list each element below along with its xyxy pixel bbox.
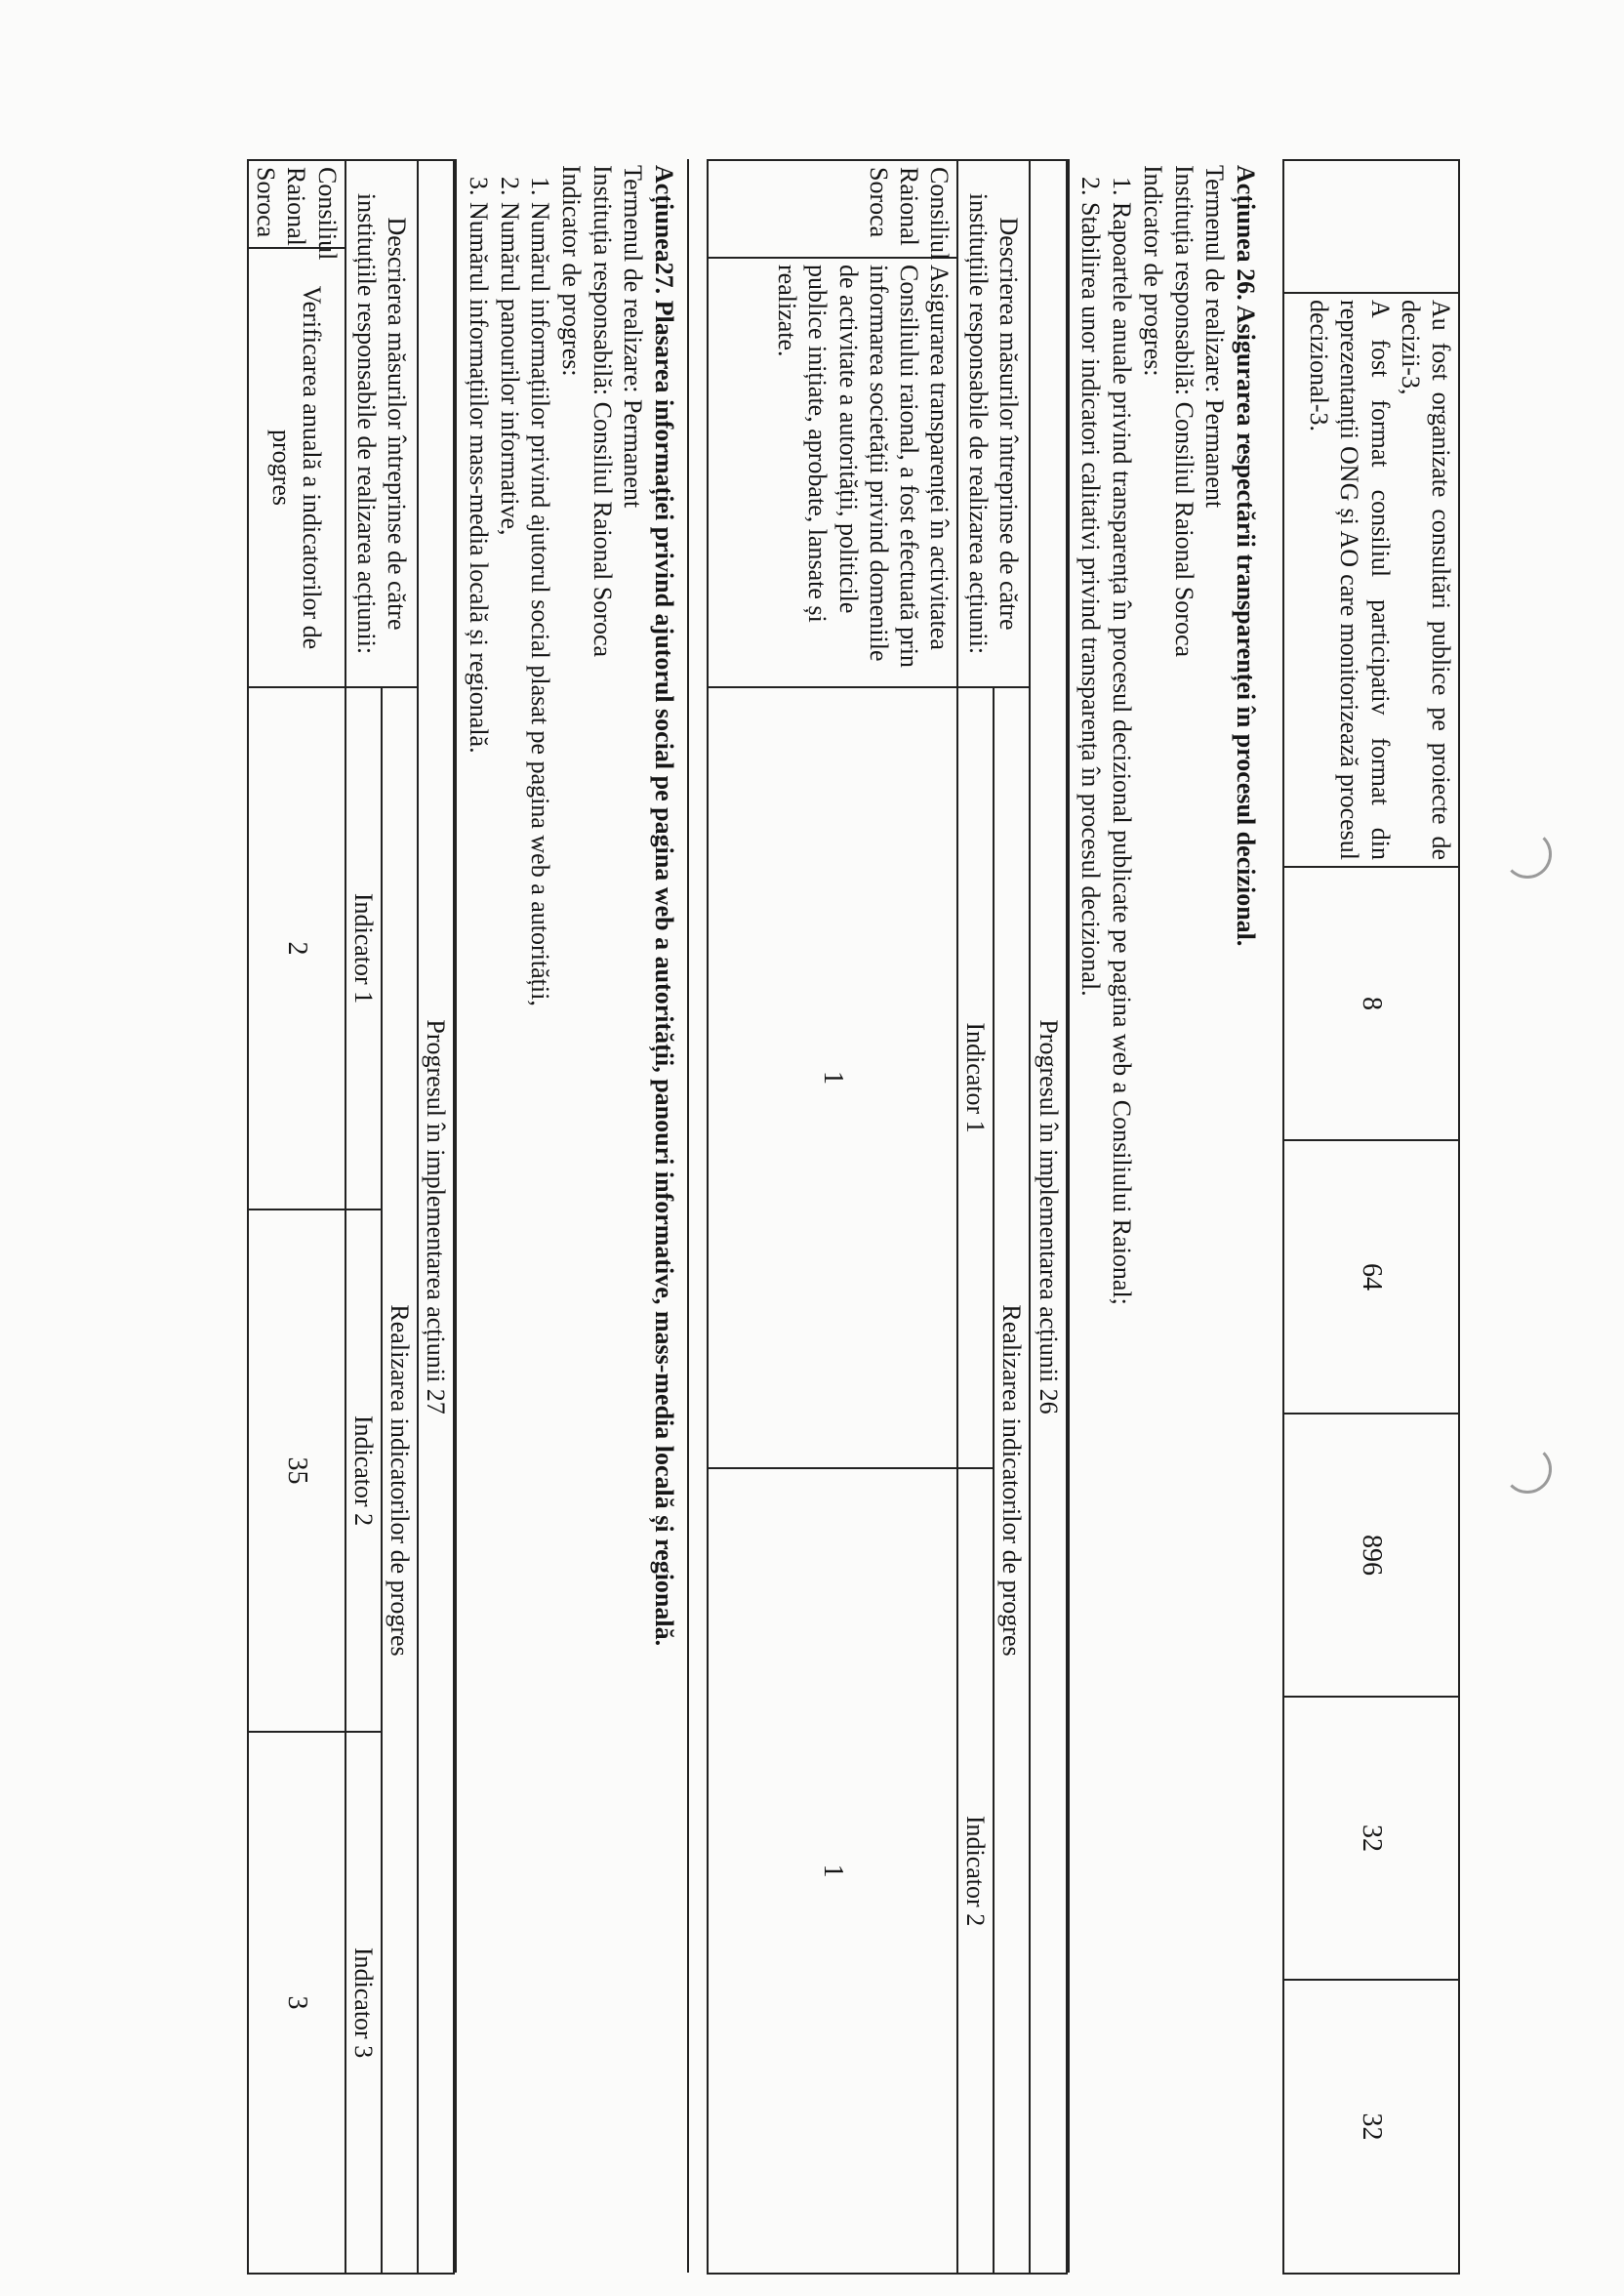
scan-mark-top (1503, 830, 1552, 879)
action26-progress-table (707, 159, 1068, 2275)
previous-value-1: 8 (1283, 867, 1459, 1140)
action26-row-institution: Consiliul Raional Soroca (708, 160, 957, 258)
action26-row-indicator1: 1 (708, 687, 957, 1468)
previous-table-row (1283, 160, 1459, 2274)
action27-deadline: Termenul de realizare: Permanent (619, 165, 648, 509)
action27-row-institution: Consiliul Raional Soroca (248, 160, 345, 248)
action27-row-indicator3: 3 (248, 1732, 345, 2274)
action27-progress-header: Progresul în implementarea acțiunii 27 (418, 160, 454, 2274)
scan-mark-bottom (1503, 1445, 1552, 1494)
action27-realization-header: Realizarea indicatorilor de progres (382, 687, 418, 2274)
action27-indicator-heading: Indicator de progres: (556, 165, 586, 377)
previous-table-empty-cell (1283, 160, 1459, 293)
action27-institution: Instituția responsabilă: Consiliul Raional Soroca (588, 165, 617, 658)
action27-row-indicator2: 35 (248, 1210, 345, 1732)
list-item: 3. Numărul informațiilor mass-media locală și regională. (463, 202, 494, 2267)
action27-measures-header: Descrierea măsurilor întreprinse de către instituțiile responsabile de realizarea acțiunii: (345, 160, 418, 687)
action26-indicator2-header: Indicator 2 (957, 1468, 994, 2274)
list-item: 2. Stabilirea unor indicatori calitativi privind transparența în procesul decizional. (1076, 202, 1107, 2267)
action26-row-indicator2: 1 (708, 1468, 957, 2274)
action27-progress-table (247, 159, 455, 2275)
action26-deadline: Termenul de realizare: Permanent (1200, 165, 1230, 509)
action27-indicator3-header: Indicator 3 (345, 1732, 382, 2274)
previous-value-3: 896 (1283, 1414, 1459, 1697)
action27-row-indicator1: 2 (248, 687, 345, 1210)
action26-title: Acțiunea 26. Asigurarea respectării transparenței în procesul decizional. (1232, 165, 1260, 947)
previous-value-5: 32 (1283, 1980, 1459, 2274)
previous-table-description: Au fost organizate consultări publice pe proiecte de decizii-3, A fost format consiliul participativ format din reprezentanții ONG și AO care monitorizează procesul decizional-3. (1283, 293, 1459, 867)
action27-section (455, 159, 689, 2273)
previous-table (1282, 159, 1460, 2275)
action26-row-description: Asigurarea transparenței în activitatea Consiliului raional, a fost efectuată prin informarea societății privind domeniile de activitate a autorității, politicile publice inițiate, aprobate, lansate și realizate. (708, 258, 957, 687)
rotated-page-content (252, 159, 1460, 2273)
previous-value-4: 32 (1283, 1697, 1459, 1980)
action27-indicator2-header: Indicator 2 (345, 1210, 382, 1732)
action27-indicator1-header: Indicator 1 (345, 687, 382, 1210)
action27-title: Acțiunea27. Plasarea informației privind ajutorul social pe pagina web a autorității, panouri informative, mass-media locală și regională. (650, 165, 679, 1647)
list-item: 1. Rapoartele anuale privind transparența în procesul decizional publicate pe pagina web a Consiliului Raional; (1106, 202, 1137, 2267)
action27-indicator-list (463, 165, 555, 2267)
action26-measures-header: Descrierea măsurilor întreprinse de către instituțiile responsabile de realizarea acțiunii: (957, 160, 1030, 687)
action26-section (1068, 159, 1269, 2273)
action27-row-description: Verificarea anuală a indicatorilor de progres (248, 248, 345, 687)
list-item: 1. Numărul informațiilor privind ajutorul social plasat pe pagina web a autorității, (525, 202, 556, 2267)
action26-progress-header: Progresul în implementarea acțiunii 26 (1031, 160, 1067, 2274)
table-row (248, 160, 345, 2274)
action26-indicator1-header: Indicator 1 (957, 687, 994, 1468)
table-row (708, 160, 957, 2274)
action26-institution: Instituția responsabilă: Consiliul Raional Soroca (1169, 165, 1198, 658)
action26-indicator-list (1076, 165, 1137, 2267)
previous-value-2: 64 (1283, 1140, 1459, 1414)
action26-indicator-heading: Indicator de progres: (1138, 165, 1167, 377)
action26-realization-header: Realizarea indicatorilor de progres (994, 687, 1030, 2274)
list-item: 2. Numărul panourilor informative, (494, 202, 525, 2267)
